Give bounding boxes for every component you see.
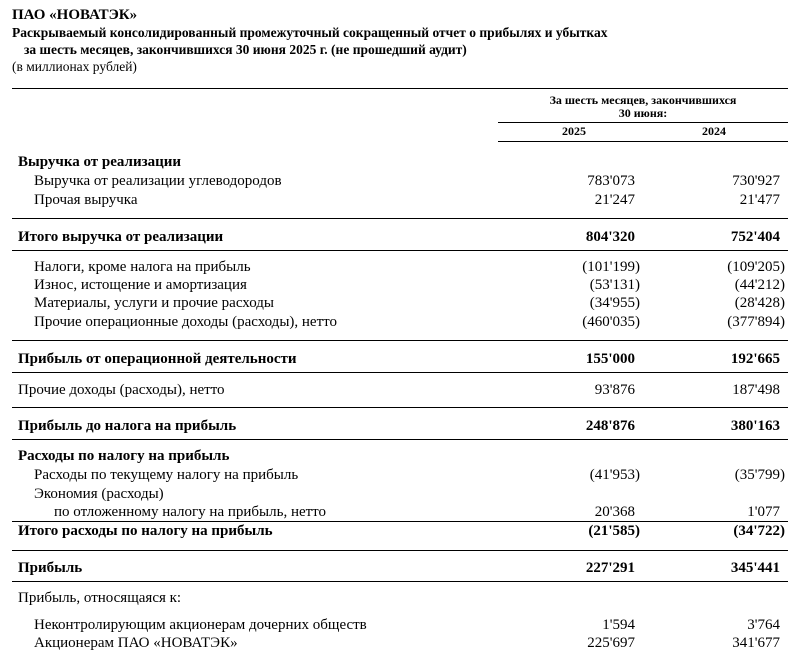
value-2025: (101'199) [582, 259, 640, 275]
row-label: Выручка от реализации [18, 154, 182, 170]
row-label: Выручка от реализации углеводородов [34, 173, 282, 189]
row-divider [12, 581, 788, 582]
row-label: Прочие операционные доходы (расходы), нетто [34, 314, 337, 330]
value-2024: (35'799) [734, 467, 785, 483]
report-title: Раскрываемый консолидированный промежуточный сокращенный отчет о прибылях и убытках [12, 25, 608, 40]
value-2024: 730'927 [732, 173, 780, 189]
value-2024: (44'212) [734, 277, 785, 293]
table-row [0, 634, 800, 652]
report-units: (в миллионах рублей) [12, 59, 137, 74]
value-2025: 20'368 [594, 504, 635, 520]
value-2024: 3'764 [747, 617, 780, 633]
period-line-2: 30 июня: [618, 106, 668, 120]
value-2025: (34'955) [589, 295, 640, 311]
row-label: Прибыль, относящаяся к: [18, 590, 182, 606]
value-2024: 341'677 [732, 635, 780, 651]
row-label: Акционерам ПАО «НОВАТЭК» [34, 635, 238, 651]
table-row [0, 172, 800, 190]
table-row [0, 276, 800, 294]
table-row [0, 589, 800, 607]
value-2024: 192'665 [730, 351, 780, 367]
value-2025: 783'073 [587, 173, 635, 189]
row-label: Прибыль [18, 560, 83, 576]
header-divider [12, 88, 788, 89]
row-divider [12, 250, 788, 251]
table-row [0, 616, 800, 634]
value-2024: 187'498 [732, 382, 780, 398]
row-label: Экономия (расходы) [34, 486, 164, 502]
value-2025: 93'876 [594, 382, 635, 398]
table-row [0, 313, 800, 331]
row-label: Материалы, услуги и прочие расходы [34, 295, 274, 311]
value-2025: (460'035) [582, 314, 640, 330]
row-label: Прибыль до налога на прибыль [18, 418, 237, 434]
table-row [0, 258, 800, 276]
value-2025: 248'876 [585, 418, 635, 434]
row-label: Итого расходы по налогу на прибыль [18, 523, 273, 539]
row-label: Прочая выручка [34, 192, 138, 208]
report-header [12, 6, 607, 75]
table-row [0, 381, 800, 399]
value-2025: 21'247 [594, 192, 635, 208]
row-label: Расходы по текущему налогу на прибыль [34, 467, 299, 483]
total-tax-row [0, 522, 800, 540]
period-line-1: За шесть месяцев, закончившихся [549, 93, 737, 107]
table-row [0, 191, 800, 209]
value-2024: 21'477 [739, 192, 780, 208]
row-divider [12, 550, 788, 551]
row-label: Итого выручка от реализации [18, 229, 224, 245]
table-row [0, 485, 800, 503]
row-label: Неконтролирующим акционерам дочерних обществ [34, 617, 367, 633]
row-label: Износ, истощение и амортизация [34, 277, 247, 293]
value-2025: 227'291 [585, 560, 635, 576]
value-2025: 1'594 [602, 617, 635, 633]
value-2025: 804'320 [585, 229, 635, 245]
operating-profit-row [0, 350, 800, 368]
value-2024: 345'441 [730, 560, 780, 576]
section-income-tax [0, 447, 800, 465]
value-2024: (377'894) [727, 314, 785, 330]
column-header-rule-bottom [498, 141, 788, 142]
value-2025: 155'000 [585, 351, 635, 367]
table-row [0, 466, 800, 484]
row-divider [12, 407, 788, 408]
row-divider [12, 372, 788, 373]
value-2024: 380'163 [730, 418, 780, 434]
company-name: ПАО «НОВАТЭК» [12, 7, 138, 23]
row-label: Расходы по налогу на прибыль [18, 448, 230, 464]
year-2025-header: 2025 [562, 124, 586, 138]
column-header-rule [498, 122, 788, 123]
period-column-header [498, 94, 788, 120]
profit-before-tax-row [0, 417, 800, 435]
value-2024: 1'077 [747, 504, 780, 520]
value-2025: (21'585) [588, 523, 640, 539]
section-revenue [0, 153, 800, 171]
table-row [0, 503, 800, 521]
row-label: Налоги, кроме налога на прибыль [34, 259, 251, 275]
net-profit-row [0, 559, 800, 577]
value-2024: (28'428) [734, 295, 785, 311]
value-2025: 225'697 [587, 635, 635, 651]
value-2024: (109'205) [727, 259, 785, 275]
value-2024: 752'404 [730, 229, 780, 245]
value-2025: (41'953) [589, 467, 640, 483]
table-row [0, 294, 800, 312]
row-label: по отложенному налогу на прибыль, нетто [54, 504, 327, 520]
year-2024-header: 2024 [702, 124, 726, 138]
row-divider [12, 439, 788, 440]
value-2024: (34'722) [733, 523, 785, 539]
row-label: Прочие доходы (расходы), нетто [18, 382, 225, 398]
row-divider [12, 340, 788, 341]
value-2025: (53'131) [589, 277, 640, 293]
row-divider [12, 218, 788, 219]
report-period: за шесть месяцев, закончившихся 30 июня 2025 г. (не прошедший аудит) [24, 42, 467, 57]
row-label: Прибыль от операционной деятельности [18, 351, 297, 367]
total-revenue-row [0, 228, 800, 246]
